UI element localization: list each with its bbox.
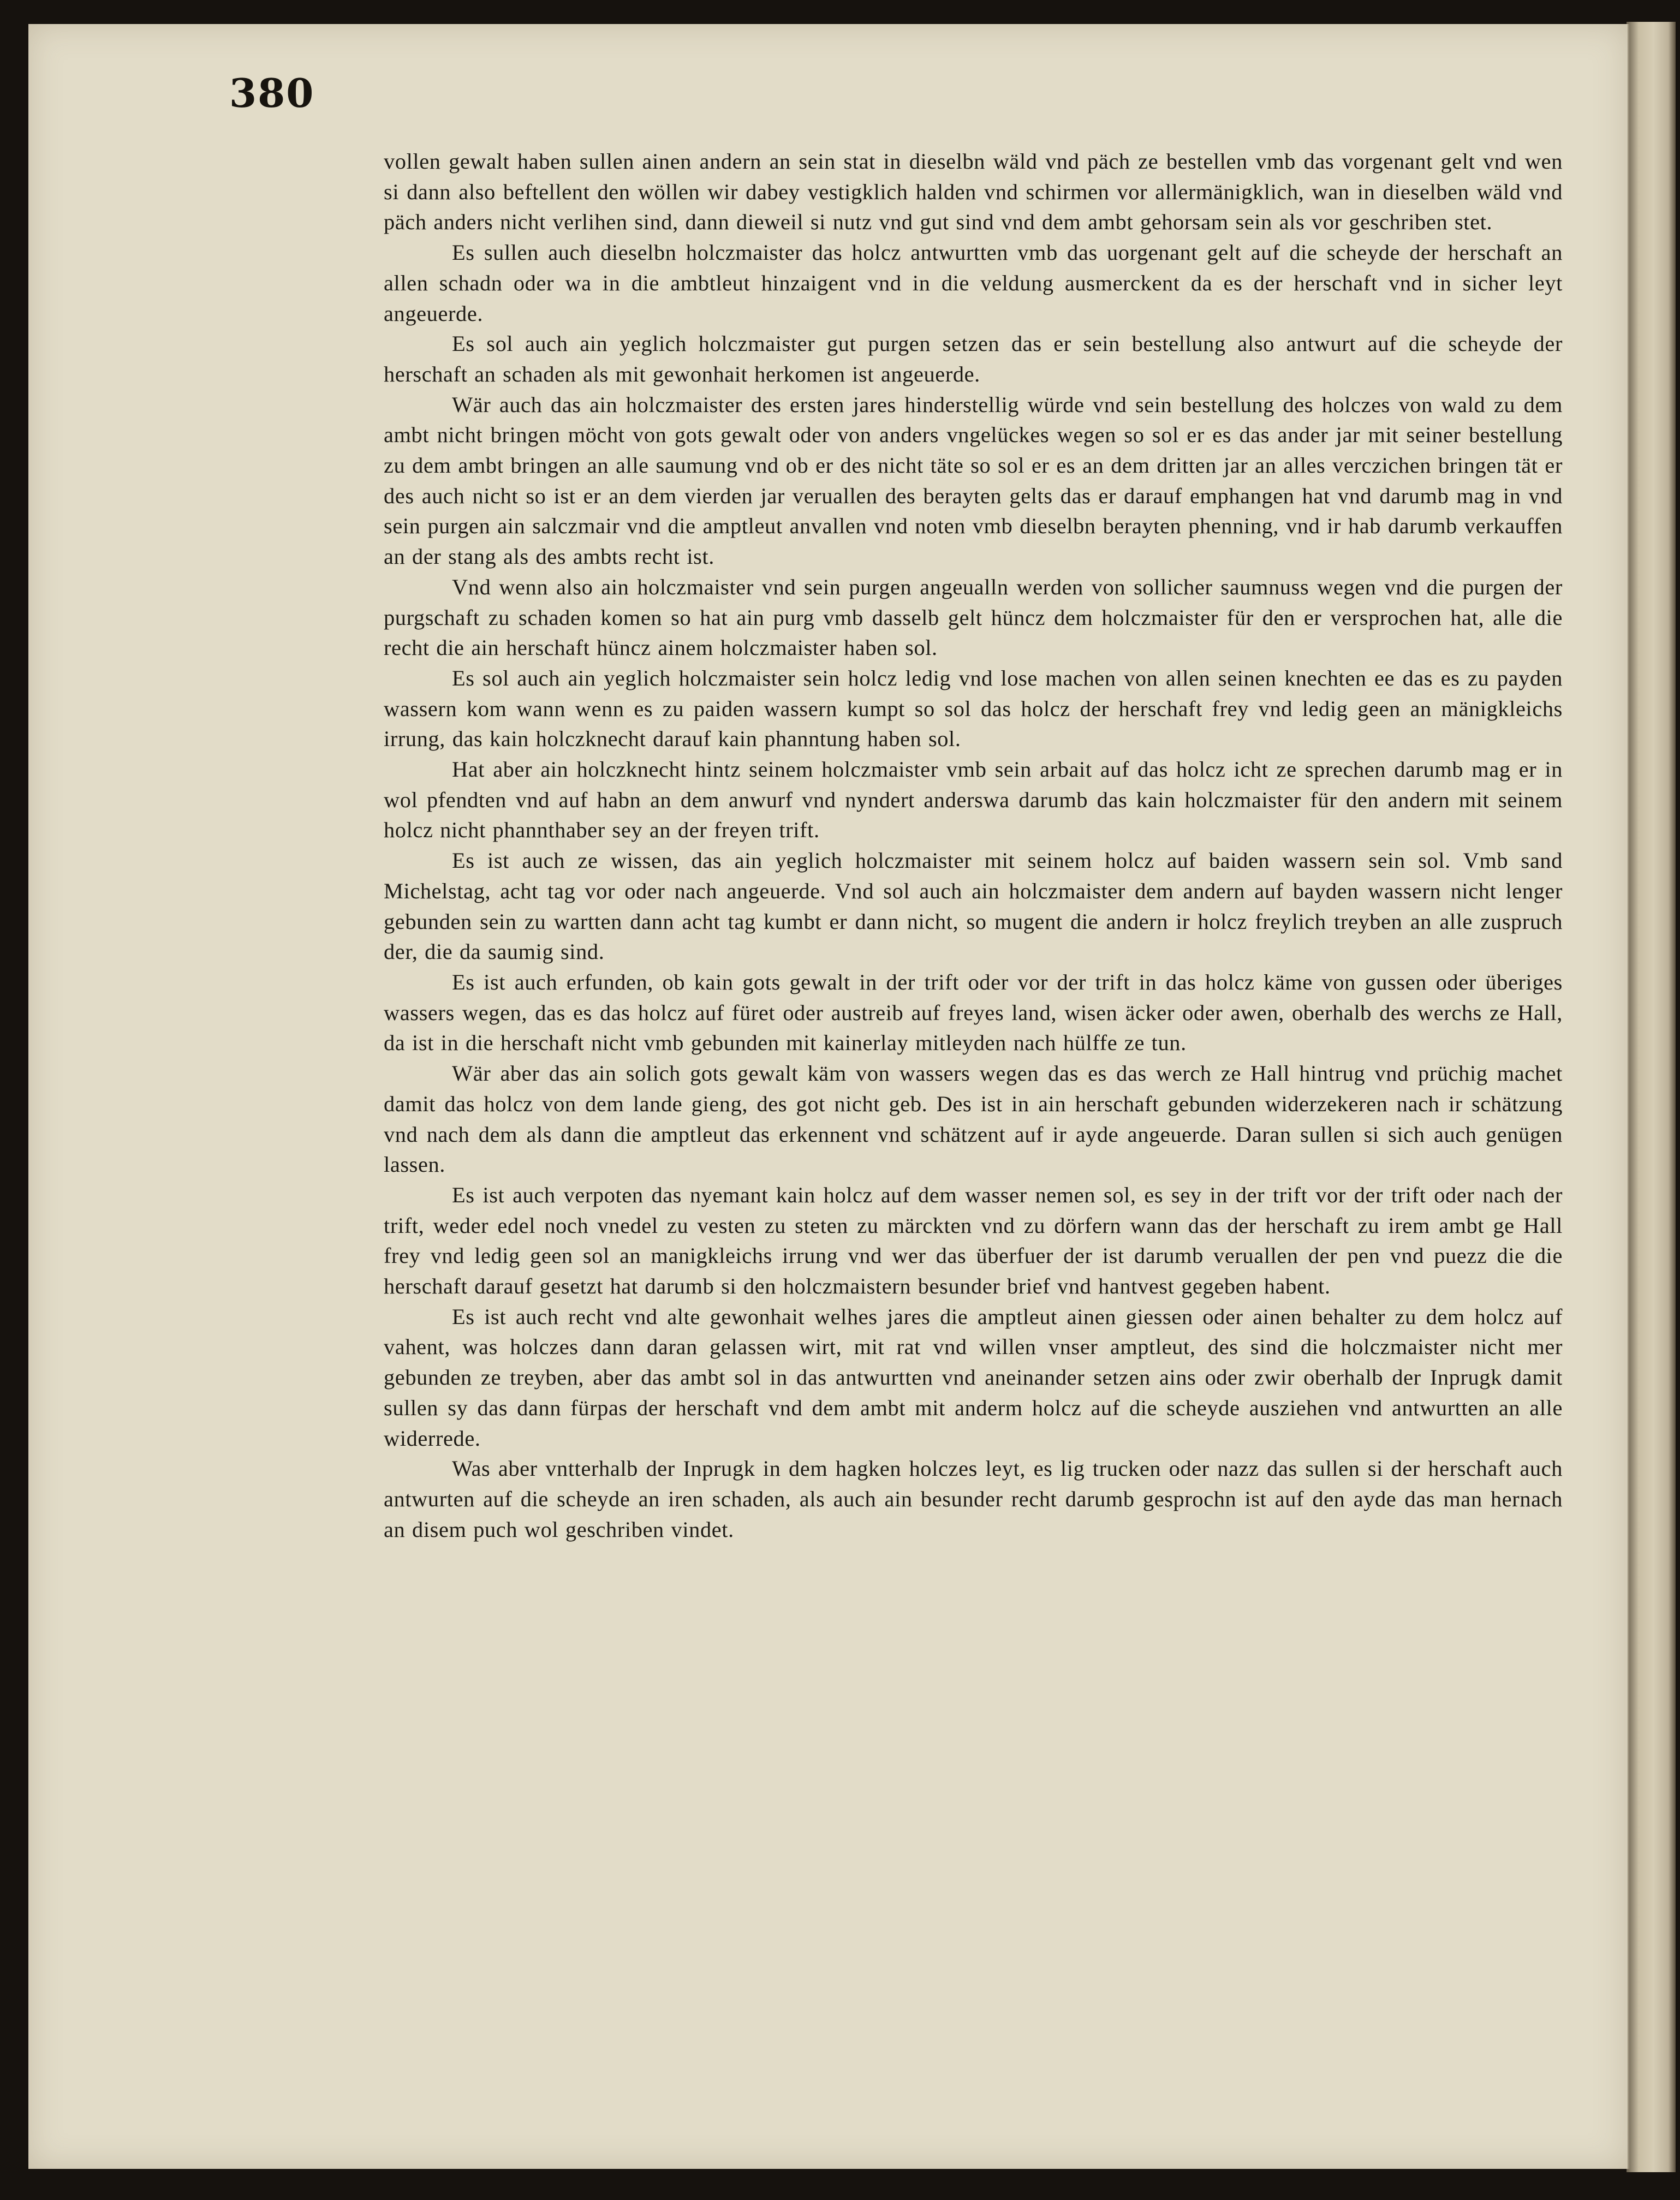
paragraph: Es ist auch erfunden, ob kain gots gewalt in der trift oder vor der trift in das holcz käme von gussen oder überiges wassers wegen, das es das holcz auf füret oder austreib auf freyes land, wisen äcker oder awen, oberhalb des werchs ze Hall, da ist in die herschaft nicht vmb gebunden mit kainerlay mitleyden nach hülffe ze tun. [384,969,1563,1056]
paragraph: Es ist auch verpoten das nyemant kain holcz auf dem wasser nemen sol, es sey in der trift vor der trift oder nach der trift, weder edel noch vnedel zu vesten zu steten zu märckten vnd zu dörfern wann das der herschaft zu irem ambt ge Hall frey vnd ledig geen sol an manigkleichs irrung vnd wer das überfuer der ist darumb veruallen der pen vnd puezz die die herschaft darauf gesetzt hat darumb si den holczmaistern besunder brief vnd hantvest gegeben habent. [384,1182,1563,1299]
paragraph: Was aber vntterhalb der Inprugk in dem hagken holczes leyt, es lig trucken oder nazz das sullen si der herschaft auch antwurten auf die scheyde an iren schaden, als auch ain besunder recht darumb gesprochn ist auf den ayde das man hernach an disem puch wol geschriben vindet. [384,1456,1563,1542]
paragraph: Es sullen auch dieselbn holczmaister das holcz antwurtten vmb das uorgenant gelt auf die scheyde der herschaft an allen schadn oder wa in die ambtleut hinzaigent vnd in die veldung ausmerckent da es der herschaft vnd in sicher leyt angeuerde. [384,240,1563,326]
paragraph: Es sol auch ain yeglich holczmaister sein holcz ledig vnd lose machen von allen seinen knechten ee das es zu payden wassern kom wann wenn es zu paiden wassern kumpt so sol das holcz der herschaft frey vnd ledig geen an mänigkleichs irrung, das kain holczknecht darauf kain phanntung haben sol. [384,665,1563,752]
paragraph: Wär aber das ain solich gots gewalt käm von wassers wegen das es das werch ze Hall hintrug vnd prüchig machet damit das holcz von dem lande gieng, des got nicht geb. Des ist in ain herschaft gebunden widerzekeren nach ir schätzung vnd nach dem als dann die amptleut das erkennent vnd schätzent auf ir ayde angeuerde. Daran sullen si sich auch genügen lassen. [384,1061,1563,1177]
paragraph: Es sol auch ain yeglich holczmaister gut purgen setzen das er sein bestellung also antwurt auf die scheyde der herschaft an schaden als mit gewonhait herkomen ist angeuerde. [384,331,1563,386]
body-text [384,146,1563,1545]
adjacent-page-edge [1627,22,1676,2172]
paragraph: Vnd wenn also ain holczmaister vnd sein purgen angeualln werden von sollicher saumnuss wegen vnd die purgen der purgschaft zu schaden komen so hat ain purg vmb dasselb gelt hüncz dem holczmaister für den er versprochen hat, alle die recht die ain herschaft hüncz ainem holczmaister haben sol. [384,574,1563,660]
paragraph: Wär auch das ain holczmaister des ersten jares hinderstellig würde vnd sein bestellung des holczes von wald zu dem ambt nicht bringen möcht von gots gewalt oder von anders vngelückes wegen so sol er es das ander jar mit seiner bestellung zu dem ambt bringen an alle saumung vnd ob er des nicht täte so sol er es an dem dritten jar an alles verczichen bringen tät er des auch nicht so ist er an dem vierden jar veruallen des berayten gelts das er darauf emphangen hat vnd darumb mag in vnd sein purgen ain salczmair vnd die amptleut anvallen vnd noten vmb dieselbn berayten phenning, vnd ir hab darumb verkauffen an der stang als des ambts recht ist. [384,392,1563,569]
paragraph: Es ist auch ze wissen, das ain yeglich holczmaister mit seinem holcz auf baiden wassern sein sol. Vmb sand Michelstag, acht tag vor oder nach angeuerde. Vnd sol auch ain holczmaister dem andern auf bayden wassern nicht lenger gebunden sein zu wartten dann acht tag kumbt er dann nicht, so mugent die andern ir holcz freylich treyben an alle zuspruch der, die da saumig sind. [384,848,1563,964]
paragraph: Hat aber ain holczknecht hintz seinem holczmaister vmb sein arbait auf das holcz icht ze sprechen darumb mag er in wol pfendten vnd auf habn an dem anwurf vnd nyndert anderswa darumb das kain holczmaister für den andern mit seinem holcz nicht phannthaber sey an der freyen trift. [384,757,1563,843]
page-number: 380 [229,70,315,116]
paragraph: vollen gewalt haben sullen ainen andern an sein stat in dieselbn wäld vnd päch ze bestellen vmb das vorgenant gelt vnd wen si dann also beftellent den wöllen wir dabey vestigklich halden vnd schirmen vor allermänigklich, wan in dieselben wäld vnd päch anders nicht verlihen sind, dann dieweil si nutz vnd gut sind vnd dem ambt gehorsam sein als vor geschriben stet. [384,149,1563,235]
paragraph: Es ist auch recht vnd alte gewonhait welhes jares die amptleut ainen giessen oder ainen behalter zu dem holcz auf vahent, was holczes dann daran gelassen wirt, mit rat vnd willen vnser amptleut, des sind die holczmaister nicht mer gebunden ze treyben, aber das ambt sol in das antwurtten vnd aneinander setzen ains oder zwir oberhalb der Inprugk damit sullen sy das dann fürpas der herschaft vnd dem ambt mit anderm holcz auf die scheyde ausziehen vnd antwurtten an alle widerrede. [384,1304,1563,1451]
